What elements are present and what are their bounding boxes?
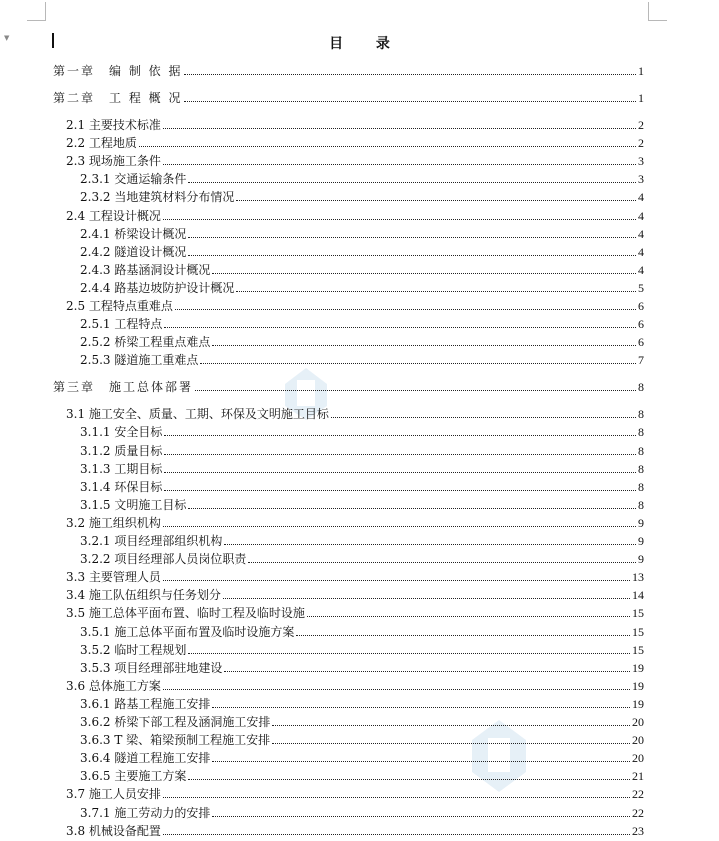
toc-dot-leader <box>163 127 636 129</box>
toc-dot-leader <box>248 561 636 563</box>
toc-page-number: 9 <box>638 515 644 530</box>
toc-entry-label: 3.6.4 隧道工程施工安排 <box>80 751 211 766</box>
toc-entry-label: 2.4.4 路基边坡防护设计概况 <box>80 280 235 295</box>
toc-dot-leader <box>188 507 636 509</box>
toc-dot-leader <box>212 344 636 346</box>
toc-entry[interactable] <box>80 697 644 711</box>
toc-page-number: 23 <box>632 823 644 838</box>
toc-entry-label: 3.6.3 T 梁、箱梁预制工程施工安排 <box>80 733 271 748</box>
toc-page-number: 22 <box>632 805 644 820</box>
toc-page-number: 6 <box>638 299 644 313</box>
toc-entry[interactable] <box>66 679 644 693</box>
toc-entry-label: 3.6 总体施工方案 <box>66 678 161 693</box>
toc-entry[interactable] <box>80 263 644 277</box>
toc-page-number: 15 <box>632 642 644 657</box>
collapse-arrow-icon[interactable]: ▼ <box>4 34 10 42</box>
toc-dot-leader <box>188 778 630 780</box>
toc-entry[interactable] <box>80 715 644 729</box>
toc-entry[interactable] <box>66 516 644 530</box>
toc-dot-leader <box>188 254 636 256</box>
toc-entry-label: 3.5.2 临时工程规划 <box>80 642 187 657</box>
toc-dot-leader <box>164 453 636 455</box>
toc-page-number: 4 <box>638 208 644 223</box>
toc-entry[interactable] <box>66 588 644 602</box>
toc-entry[interactable] <box>80 552 644 566</box>
toc-entry-label: 3.2.2 项目经理部人员岗位职责 <box>80 552 247 567</box>
toc-entry[interactable] <box>66 118 644 132</box>
toc-page-number: 13 <box>632 570 644 585</box>
toc-dot-leader <box>164 489 636 491</box>
toc-dot-leader <box>184 73 636 75</box>
toc-page-number: 8 <box>638 425 644 440</box>
toc-entry[interactable] <box>66 209 644 223</box>
toc-entry[interactable] <box>66 570 644 584</box>
toc-entry-label: 2.4.1 桥梁设计概况 <box>80 226 187 241</box>
toc-entry-label: 第一章 编 制 依 据 <box>53 64 183 78</box>
toc-entry[interactable] <box>80 353 644 367</box>
toc-entry[interactable] <box>66 136 644 150</box>
toc-entry-label: 3.1.5 文明施工目标 <box>80 497 187 512</box>
toc-page-number: 15 <box>632 606 644 621</box>
toc-page-number: 2 <box>638 136 644 151</box>
toc-entry[interactable] <box>80 769 644 783</box>
toc-dot-leader <box>331 416 636 418</box>
toc-entry-label: 第二章 工 程 概 况 <box>53 91 183 105</box>
toc-dot-leader <box>212 272 636 274</box>
toc-dot-leader <box>163 833 630 835</box>
toc-dot-leader <box>224 670 630 672</box>
toc-entry-label: 3.8 机械设备配置 <box>66 823 161 838</box>
toc-entry-label: 2.5 工程特点重难点 <box>66 299 173 313</box>
toc-entry-label: 2.3.2 当地建筑材料分布情况 <box>80 190 235 205</box>
toc-page-number: 1 <box>638 64 644 78</box>
toc-page-number: 9 <box>638 534 644 548</box>
toc-entry[interactable] <box>80 751 644 765</box>
toc-entry-label: 2.3.1 交通运输条件 <box>80 172 187 187</box>
toc-entry[interactable] <box>80 806 644 820</box>
toc-entry-label: 3.1.3 工期目标 <box>80 461 163 476</box>
toc-page-number: 7 <box>638 353 644 368</box>
toc-page-number: 20 <box>632 751 644 766</box>
toc-title: 目 录 <box>329 36 404 52</box>
toc-page-number: 8 <box>638 461 644 476</box>
toc-entry-label: 3.7.1 施工劳动力的安排 <box>80 805 211 820</box>
toc-page-number: 1 <box>638 91 644 105</box>
toc-entry[interactable] <box>80 534 644 548</box>
toc-dot-leader <box>139 145 636 147</box>
toc-entry[interactable] <box>80 335 644 349</box>
toc-entry[interactable] <box>80 733 644 747</box>
toc-dot-leader <box>188 652 630 654</box>
toc-entry[interactable] <box>53 380 644 394</box>
toc-dot-leader <box>163 218 636 220</box>
toc-entry-label: 3.5.3 项目经理部驻地建设 <box>80 660 223 675</box>
toc-entry-label: 2.4 工程设计概况 <box>66 208 161 223</box>
toc-entry[interactable] <box>80 172 644 186</box>
toc-page-number: 19 <box>632 678 644 693</box>
toc-page-number: 19 <box>632 660 644 675</box>
toc-dot-leader <box>163 688 630 690</box>
toc-dot-leader <box>296 634 630 636</box>
toc-entry-label: 3.6.2 桥梁下部工程及涵洞施工安排 <box>80 715 271 729</box>
toc-entry-label: 3.6.5 主要施工方案 <box>80 769 187 784</box>
toc-dot-leader <box>236 290 636 292</box>
toc-entry[interactable] <box>66 299 644 313</box>
toc-dot-leader <box>188 236 636 238</box>
toc-page-number: 3 <box>638 154 644 169</box>
toc-entry[interactable] <box>66 606 644 620</box>
toc-entry-label: 3.6.1 路基工程施工安排 <box>80 696 211 711</box>
toc-entry[interactable] <box>80 425 644 439</box>
toc-entry-label: 3.5 施工总体平面布置、临时工程及临时设施 <box>66 606 305 621</box>
toc-dot-leader <box>175 308 636 310</box>
toc-page-number: 6 <box>638 317 644 332</box>
toc-entry-label: 3.3 主要管理人员 <box>66 570 161 585</box>
toc-dot-leader <box>223 597 630 599</box>
toc-entry[interactable] <box>80 625 644 639</box>
toc-page-number: 19 <box>632 696 644 711</box>
toc-entry-label: 3.4 施工队伍组织与任务划分 <box>66 588 221 603</box>
toc-dot-leader <box>272 724 630 726</box>
toc-entry[interactable] <box>53 91 644 105</box>
toc-entry[interactable] <box>80 281 644 295</box>
toc-dot-leader <box>163 579 630 581</box>
toc-page-number: 4 <box>638 262 644 277</box>
toc-entry[interactable] <box>66 154 644 168</box>
toc-page-number: 8 <box>638 443 644 458</box>
toc-entry-label: 2.2 工程地质 <box>66 136 137 151</box>
toc-dot-leader <box>164 471 636 473</box>
toc-entry-label: 3.2.1 项目经理部组织机构 <box>80 534 223 548</box>
toc-dot-leader <box>195 389 636 391</box>
toc-dot-leader <box>163 163 636 165</box>
toc-entry[interactable] <box>66 824 644 838</box>
toc-entry-label: 2.1 主要技术标准 <box>66 118 161 132</box>
toc-entry-label: 第三章 施工总体部署 <box>53 380 194 395</box>
toc-dot-leader <box>272 742 630 744</box>
toc-entry-label: 3.1 施工安全、质量、工期、环保及文明施工目标 <box>66 407 329 422</box>
toc-entry-label: 2.4.2 隧道设计概况 <box>80 244 187 259</box>
toc-dot-leader <box>212 760 630 762</box>
toc-dot-leader <box>188 181 636 183</box>
toc-entry-label: 3.1.1 安全目标 <box>80 425 163 440</box>
toc-entry[interactable] <box>80 643 644 657</box>
toc-entry[interactable] <box>66 407 644 421</box>
toc-page-number: 22 <box>632 787 644 802</box>
toc-page-number: 4 <box>638 190 644 205</box>
toc-entry-label: 3.5.1 施工总体平面布置及临时设施方案 <box>80 624 295 639</box>
toc-page-number: 8 <box>638 407 644 422</box>
toc-entry[interactable] <box>80 227 644 241</box>
toc-entry[interactable] <box>80 480 644 494</box>
toc-entry[interactable] <box>80 498 644 512</box>
toc-page-number: 5 <box>638 280 644 295</box>
toc-page-number: 20 <box>632 733 644 748</box>
toc-dot-leader <box>163 796 630 798</box>
toc-dot-leader <box>164 326 636 328</box>
toc-entry-label: 2.5.2 桥梁工程重点难点 <box>80 335 211 350</box>
toc-page-number: 4 <box>638 226 644 241</box>
toc-entry-label: 2.3 现场施工条件 <box>66 154 161 169</box>
toc-dot-leader <box>200 362 636 364</box>
toc-page-number: 9 <box>638 552 644 567</box>
toc-page-number: 3 <box>638 172 644 187</box>
toc-dot-leader <box>212 706 630 708</box>
toc-page-number: 21 <box>632 769 644 784</box>
toc-page-number: 15 <box>632 624 644 639</box>
toc-entry-label: 2.5.3 隧道施工重难点 <box>80 353 199 368</box>
toc-dot-leader <box>163 525 636 527</box>
toc-entry-label: 2.5.1 工程特点 <box>80 317 163 332</box>
toc-page-number: 4 <box>638 244 644 259</box>
toc-entry[interactable] <box>80 190 644 204</box>
toc-entry-label: 3.7 施工人员安排 <box>66 787 161 802</box>
toc-dot-leader <box>184 100 636 102</box>
toc-entry[interactable] <box>80 661 644 675</box>
toc-page-number: 6 <box>638 335 644 350</box>
toc-page-number: 8 <box>638 497 644 512</box>
toc-entry[interactable] <box>53 64 644 78</box>
toc-dot-leader <box>164 434 636 436</box>
toc-entry[interactable] <box>66 787 644 801</box>
toc-entry-label: 2.4.3 路基涵洞设计概况 <box>80 262 211 277</box>
toc-dot-leader <box>224 543 636 545</box>
toc-dot-leader <box>236 199 636 201</box>
toc-page-number: 14 <box>632 588 644 603</box>
toc-page-number: 8 <box>638 380 644 395</box>
toc-entry[interactable] <box>80 444 644 458</box>
toc-entry-label: 3.1.2 质量目标 <box>80 443 163 458</box>
toc-entry-label: 3.1.4 环保目标 <box>80 479 163 494</box>
toc-dot-leader <box>307 615 630 617</box>
toc-dot-leader <box>212 815 630 817</box>
toc-page-number: 8 <box>638 479 644 494</box>
toc-entry[interactable] <box>80 462 644 476</box>
toc-page-number: 2 <box>638 118 644 132</box>
toc-page-number: 20 <box>632 715 644 729</box>
toc-entry-label: 3.2 施工组织机构 <box>66 515 161 530</box>
toc-entry[interactable] <box>80 317 644 331</box>
toc-entry[interactable] <box>80 245 644 259</box>
